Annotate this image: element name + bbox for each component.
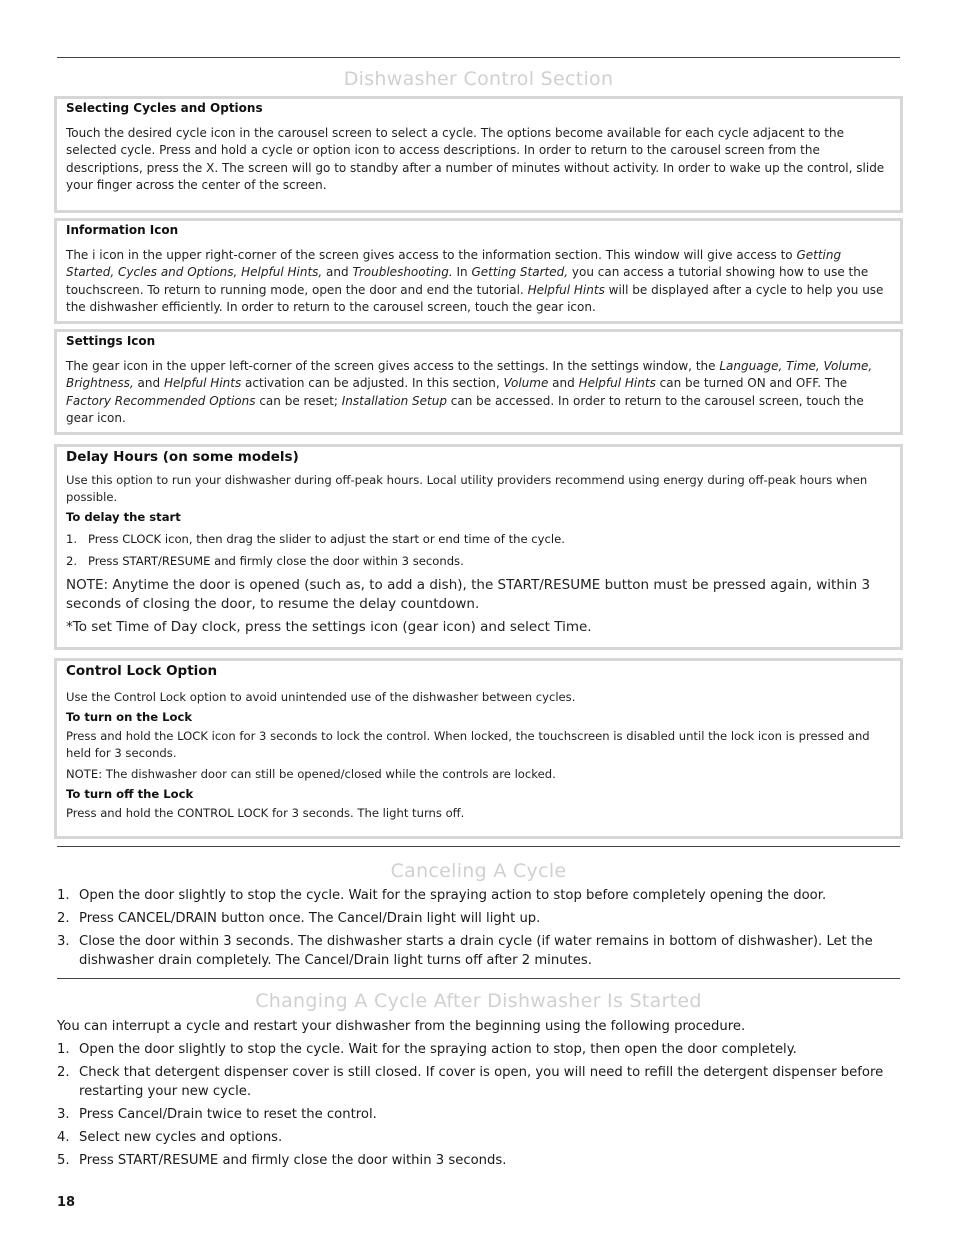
delay-steps [66, 528, 892, 572]
list-item: 3. Close the door within 3 seconds. The dishwasher starts a drain cycle (if water remains in bottom of dishwasher). Let the dishwasher drain completely. The Cancel/Drain light turns off after 2 minutes. [57, 934, 873, 968]
cancel-steps [57, 886, 900, 974]
section-title-control: Dishwasher Control Section [343, 68, 614, 90]
list-item: 4. Select new cycles and options. [57, 1130, 283, 1145]
information-icon-box [54, 218, 903, 324]
list-item: 1. Open the door slightly to stop the cycle. Wait for the spraying action to stop before completely opening the door. [57, 888, 827, 903]
delay-note: NOTE: Anytime the door is opened (such as, to add a dish), the START/RESUME button must be pressed again, within 3 seconds of closing the door, to resume the delay countdown. [66, 577, 871, 612]
delay-hours-text: Use this option to run your dishwasher during off-peak hours. Local utility providers recommend using energy during off-peak hours when possible. [66, 473, 868, 504]
changing-content [57, 1017, 900, 1174]
page-number: 18 [57, 1195, 76, 1210]
delay-hours-box [54, 444, 903, 650]
control-lock-text: Use the Control Lock option to avoid unintended use of the dishwasher between cycles. [66, 690, 576, 704]
lock-off-subheading: To turn off the Lock [66, 787, 194, 801]
lock-on-text: Press and hold the LOCK icon for 3 seconds to lock the control. When locked, the touchscreen is disabled until the lock icon is pressed and held for 3 seconds. [66, 729, 870, 760]
delay-hours-heading: Delay Hours (on some models) [66, 449, 299, 465]
list-item: 1. Open the door slightly to stop the cycle. Wait for the spraying action to stop, then open the door completely. [57, 1042, 797, 1057]
settings-icon-box [54, 329, 903, 435]
changing-intro: You can interrupt a cycle and restart your dishwasher from the beginning using the following procedure. [57, 1019, 746, 1034]
cancel-rule [57, 846, 900, 847]
list-item: 3. Press Cancel/Drain twice to reset the control. [57, 1107, 377, 1122]
list-item: 2. Press CANCEL/DRAIN button once. The Cancel/Drain light will light up. [57, 911, 541, 926]
settings-icon-text: The gear icon in the upper left-corner of the screen gives access to the settings. In the settings window, the Language, Time, Volume, Brightness, and Helpful Hints activation can be adjusted. In this section, Volume and Helpful Hints can be turned ON and OFF. The Factory Recommended Options can be reset; Installation Setup can be accessed. In order to return to the carousel screen, touch the gear icon. [66, 359, 873, 426]
delay-clock-note: *To set Time of Day clock, press the settings icon (gear icon) and select Time. [66, 619, 592, 635]
selecting-cycles-text: Touch the desired cycle icon in the carousel screen to select a cycle. The options become available for each cycle adjacent to the selected cycle. Press and hold a cycle or option icon to access descriptions. In order to return to the carousel screen from the descriptions, press the X. The screen will go to standby after a number of minutes without activity. In order to wake up the control, slide your finger across the center of the screen. [66, 126, 885, 193]
changing-rule [57, 978, 900, 979]
list-item: 2. Check that detergent dispenser cover is still closed. If cover is open, you will need to refill the detergent dispenser before restarting your new cycle. [57, 1065, 884, 1099]
top-rule [57, 57, 900, 58]
control-lock-heading: Control Lock Option [66, 663, 218, 679]
delay-start-subheading: To delay the start [66, 510, 181, 524]
lock-note: NOTE: The dishwasher door can still be opened/closed while the controls are locked. [66, 767, 556, 781]
control-lock-box [54, 658, 903, 839]
list-item: 5. Press START/RESUME and firmly close the door within 3 seconds. [57, 1153, 507, 1168]
list-item: 1. Press CLOCK icon, then drag the slider to adjust the start or end time of the cycle. [66, 532, 565, 546]
settings-icon-heading: Settings Icon [66, 334, 156, 348]
section-title-cancel: Canceling A Cycle [390, 860, 567, 882]
selecting-cycles-heading: Selecting Cycles and Options [66, 101, 263, 115]
selecting-cycles-box [54, 96, 903, 213]
list-item: 2. Press START/RESUME and firmly close the door within 3 seconds. [66, 554, 464, 568]
lock-off-text: Press and hold the CONTROL LOCK for 3 seconds. The light turns off. [66, 806, 465, 820]
section-title-changing: Changing A Cycle After Dishwasher Is Started [255, 990, 702, 1012]
information-icon-text: The i icon in the upper right-corner of the screen gives access to the information section. This window will give access to Getting Started, Cycles and Options, Helpful Hints, and Troubleshooting. In Getting Started, you can access a tutorial showing how to use the touchscreen. To return to running mode, open the door and end the tutorial. Helpful Hints will be displayed after a cycle to help you use the dishwasher efficiently. In order to return to the carousel screen, touch the gear icon. [66, 248, 884, 315]
information-icon-heading: Information Icon [66, 223, 179, 237]
lock-on-subheading: To turn on the Lock [66, 710, 193, 724]
